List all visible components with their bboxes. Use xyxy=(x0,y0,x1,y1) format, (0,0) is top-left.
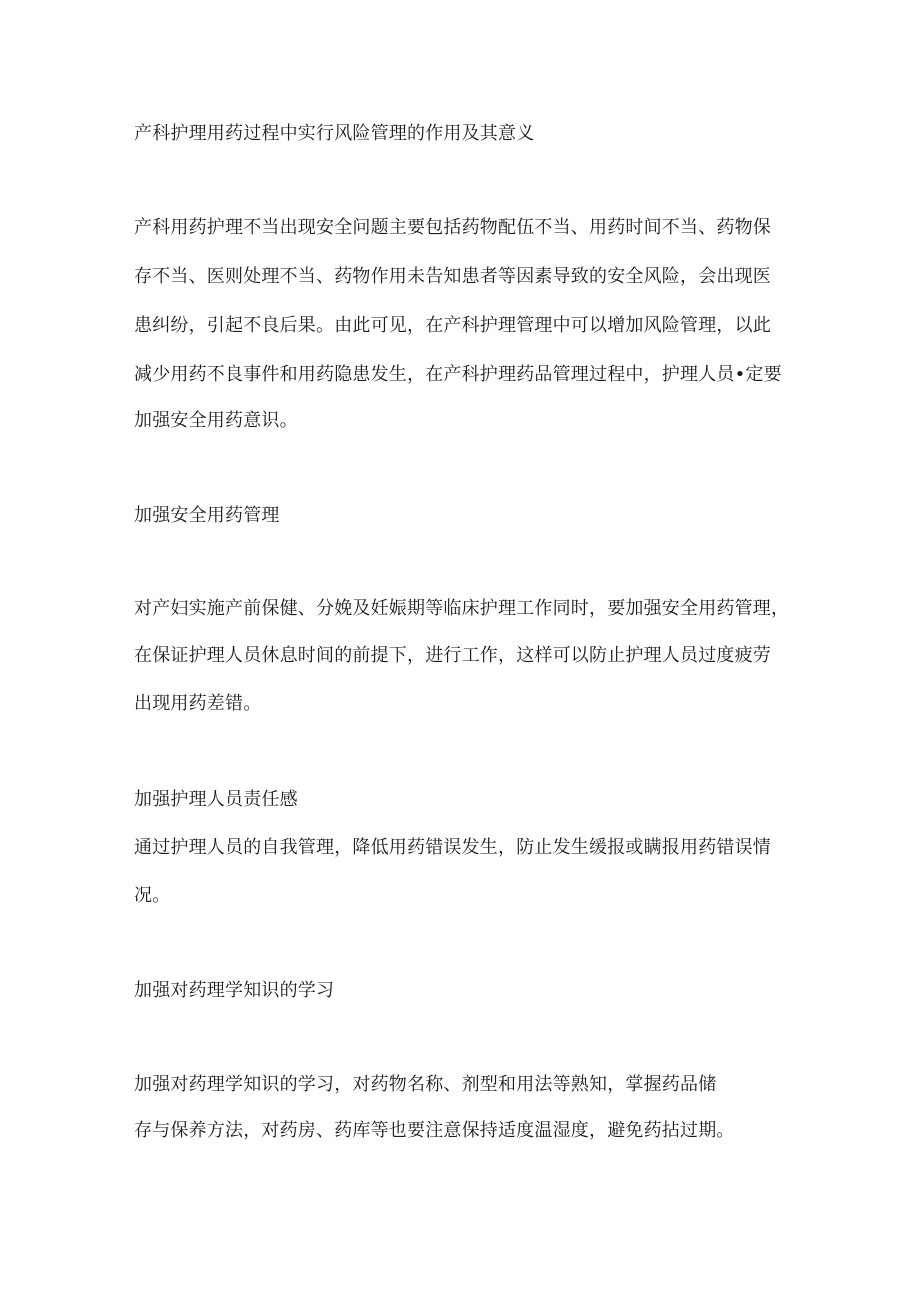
section-heading-pharmacology: 加强对药理学知识的学习 xyxy=(134,980,335,1001)
intro-line: 产科用药护理不当出现安全问题主要包括药物配伍不当、用药时间不当、药物保 xyxy=(134,217,771,238)
intro-line: 存不当、医则处理不当、药物作用未告知患者等因素导致的安全风险，会出现医 xyxy=(134,266,771,287)
section-line: 通过护理人员的自我管理，降低用药错误发生，防止发生缓报或瞒报用药错误情 xyxy=(134,837,771,858)
section-line: 出现用药差错。 xyxy=(134,693,262,714)
document-title: 产科护理用药过程中实行风险管理的作用及其意义 xyxy=(134,123,535,144)
section-heading-safe-medication: 加强安全用药管理 xyxy=(134,505,280,526)
section-heading-responsibility: 加强护理人员责任感 xyxy=(134,789,298,810)
intro-line: 减少用药不良事件和用药隐患发生，在产科护理药品管理过程中，护理人员•定要 xyxy=(134,364,782,385)
section-line: 对产妇实施产前保健、分娩及妊娠期等临床护理工作同时，要加强安全用药管理， xyxy=(134,598,790,619)
intro-line: 患纠纷，引起不良后果。由此可见，在产科护理管理中可以增加风险管理，以此 xyxy=(134,315,771,336)
section-line: 况。 xyxy=(134,885,171,906)
intro-line: 加强安全用药意识。 xyxy=(134,410,298,431)
section-line: 加强对药理学知识的学习，对药物名称、剂型和用法等熟知，掌握药品储 xyxy=(134,1074,717,1095)
section-line: 存与保养方法，对药房、药库等也要注意保持适度温湿度，避免药拈过期。 xyxy=(134,1120,735,1141)
section-line: 在保证护理人员休息时间的前提下，进行工作，这样可以防止护理人员过度疲劳 xyxy=(134,645,771,666)
